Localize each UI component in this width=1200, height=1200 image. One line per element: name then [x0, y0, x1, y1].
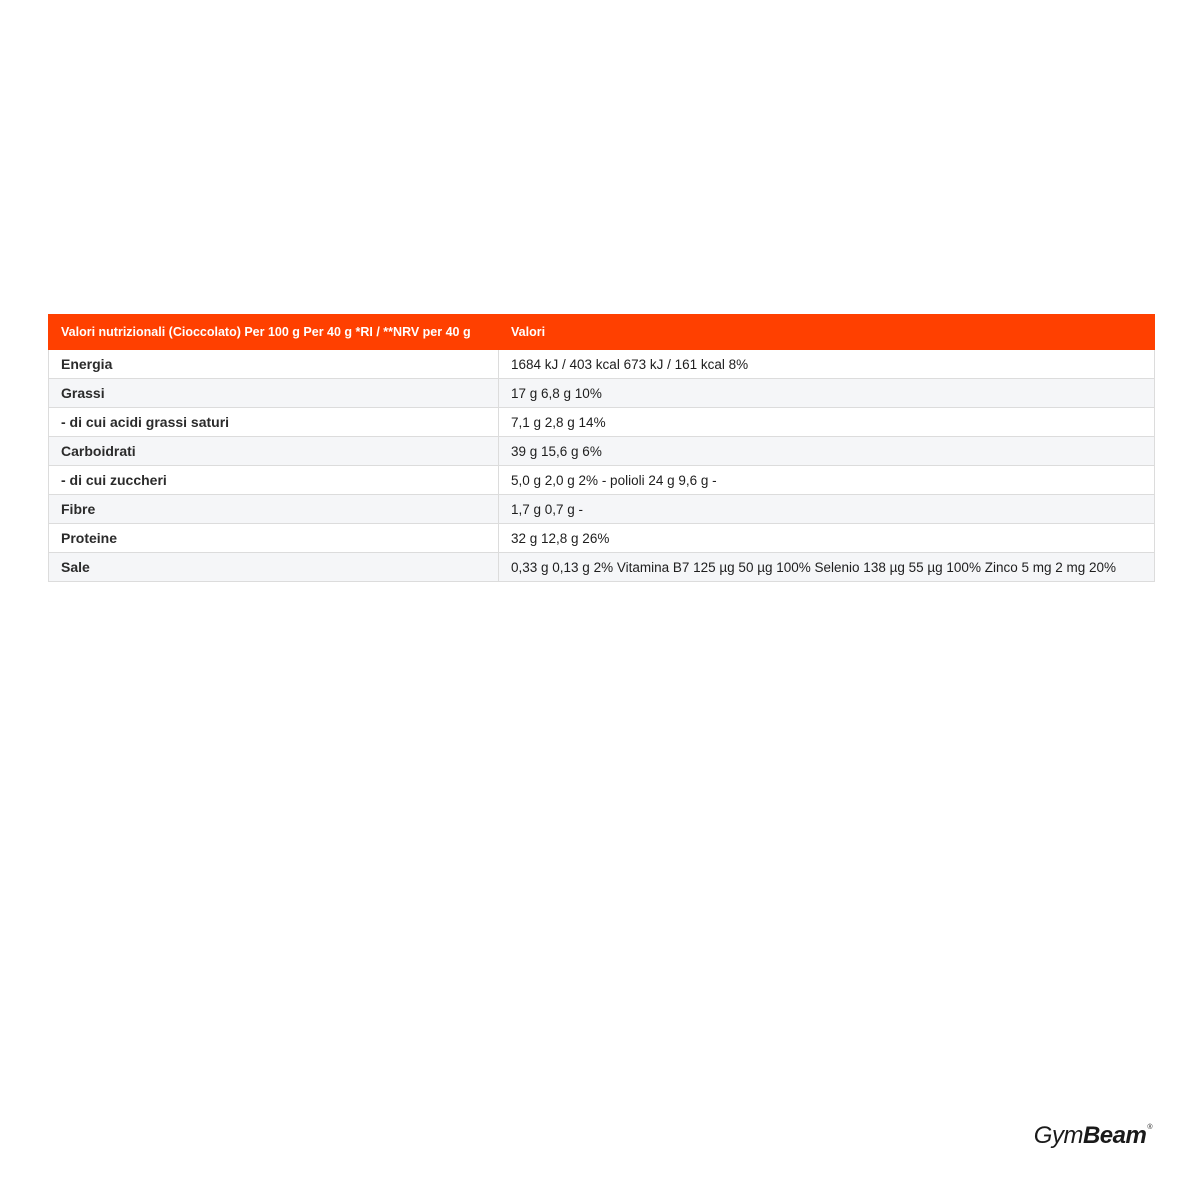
row-label: Fibre: [49, 495, 499, 524]
nutrition-table: [48, 314, 1155, 582]
row-label: Energia: [49, 350, 499, 379]
logo-beam-text: Beam: [1082, 1122, 1147, 1149]
row-value: 39 g 15,6 g 6%: [499, 437, 1155, 466]
header-nutrition-values: Valori nutrizionali (Cioccolato) Per 100 g Per 40 g *RI / **NRV per 40 g: [49, 315, 499, 350]
table-row: [49, 350, 1155, 379]
table-row: [49, 466, 1155, 495]
header-values: Valori: [499, 315, 1155, 350]
table-row: [49, 524, 1155, 553]
row-value: 1684 kJ / 403 kcal 673 kJ / 161 kcal 8%: [499, 350, 1155, 379]
row-label: Grassi: [49, 379, 499, 408]
table-row: [49, 495, 1155, 524]
row-label: - di cui acidi grassi saturi: [49, 408, 499, 437]
row-value: 1,7 g 0,7 g -: [499, 495, 1155, 524]
row-value: 5,0 g 2,0 g 2% - polioli 24 g 9,6 g -: [499, 466, 1155, 495]
table-row: [49, 553, 1155, 582]
row-label: Carboidrati: [49, 437, 499, 466]
row-label: - di cui zuccheri: [49, 466, 499, 495]
row-value: 17 g 6,8 g 10%: [499, 379, 1155, 408]
table-header-row: [49, 315, 1155, 350]
row-value: 7,1 g 2,8 g 14%: [499, 408, 1155, 437]
row-label: Sale: [49, 553, 499, 582]
table-row: [49, 437, 1155, 466]
registered-mark: ®: [1147, 1124, 1152, 1131]
row-label: Proteine: [49, 524, 499, 553]
table-row: [49, 408, 1155, 437]
row-value: 32 g 12,8 g 26%: [499, 524, 1155, 553]
row-value: 0,33 g 0,13 g 2% Vitamina B7 125 µg 50 µg 100% Selenio 138 µg 55 µg 100% Zinco 5 mg 2 mg 20%: [499, 553, 1155, 582]
gymbeam-logo: [1034, 1122, 1152, 1150]
table-row: [49, 379, 1155, 408]
logo-gym-text: Gym: [1033, 1122, 1083, 1149]
